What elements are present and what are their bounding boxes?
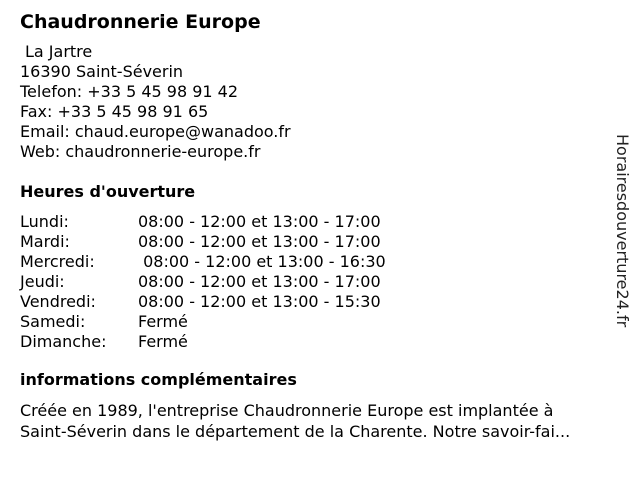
hours-row xyxy=(20,312,386,332)
website-link[interactable]: Web: chaudronnerie-europe.fr xyxy=(20,142,261,161)
day-label: Dimanche: xyxy=(20,332,107,351)
day-label: Mercredi: xyxy=(20,252,95,271)
hours-row xyxy=(20,212,386,232)
day-hours: Fermé xyxy=(138,312,188,331)
contact-block xyxy=(20,42,620,162)
hours-row xyxy=(20,332,386,352)
fax-number: Fax: +33 5 45 98 91 65 xyxy=(20,102,209,121)
day-hours: 08:00 - 12:00 et 13:00 - 17:00 xyxy=(138,232,381,251)
day-hours: 08:00 - 12:00 et 13:00 - 17:00 xyxy=(138,212,381,231)
description-line-2: Saint-Séverin dans le département de la Charente. Notre savoir-fai... xyxy=(20,422,571,441)
opening-hours-title: Heures d'ouverture xyxy=(20,182,196,201)
watermark-text: Horairesdouverture24.fr xyxy=(613,134,632,328)
day-label: Vendredi: xyxy=(20,292,96,311)
source-watermark xyxy=(612,134,632,344)
additional-info-title: informations complémentaires xyxy=(20,370,297,389)
day-label: Mardi: xyxy=(20,232,70,251)
day-hours: 08:00 - 12:00 et 13:00 - 17:00 xyxy=(138,272,381,291)
business-card xyxy=(20,10,620,442)
day-label: Lundi: xyxy=(20,212,69,231)
hours-row xyxy=(20,272,386,292)
description-line-1: Créée en 1989, l'entreprise Chaudronnerie Europe est implantée à xyxy=(20,401,554,420)
email-address[interactable]: Email: chaud.europe@wanadoo.fr xyxy=(20,122,291,141)
business-name: Chaudronnerie Europe xyxy=(20,11,261,33)
business-description xyxy=(20,400,624,442)
phone-number[interactable]: Telefon: +33 5 45 98 91 42 xyxy=(20,82,239,101)
day-hours: 08:00 - 12:00 et 13:00 - 16:30 xyxy=(138,252,386,271)
hours-row xyxy=(20,252,386,272)
address-city: 16390 Saint-Séverin xyxy=(20,62,184,81)
day-label: Samedi: xyxy=(20,312,86,331)
address-street: La Jartre xyxy=(25,42,93,61)
day-hours: Fermé xyxy=(138,332,188,351)
day-label: Jeudi: xyxy=(20,272,65,291)
hours-row xyxy=(20,292,386,312)
day-hours: 08:00 - 12:00 et 13:00 - 15:30 xyxy=(138,292,381,311)
hours-row xyxy=(20,232,386,252)
opening-hours-table xyxy=(20,212,386,352)
